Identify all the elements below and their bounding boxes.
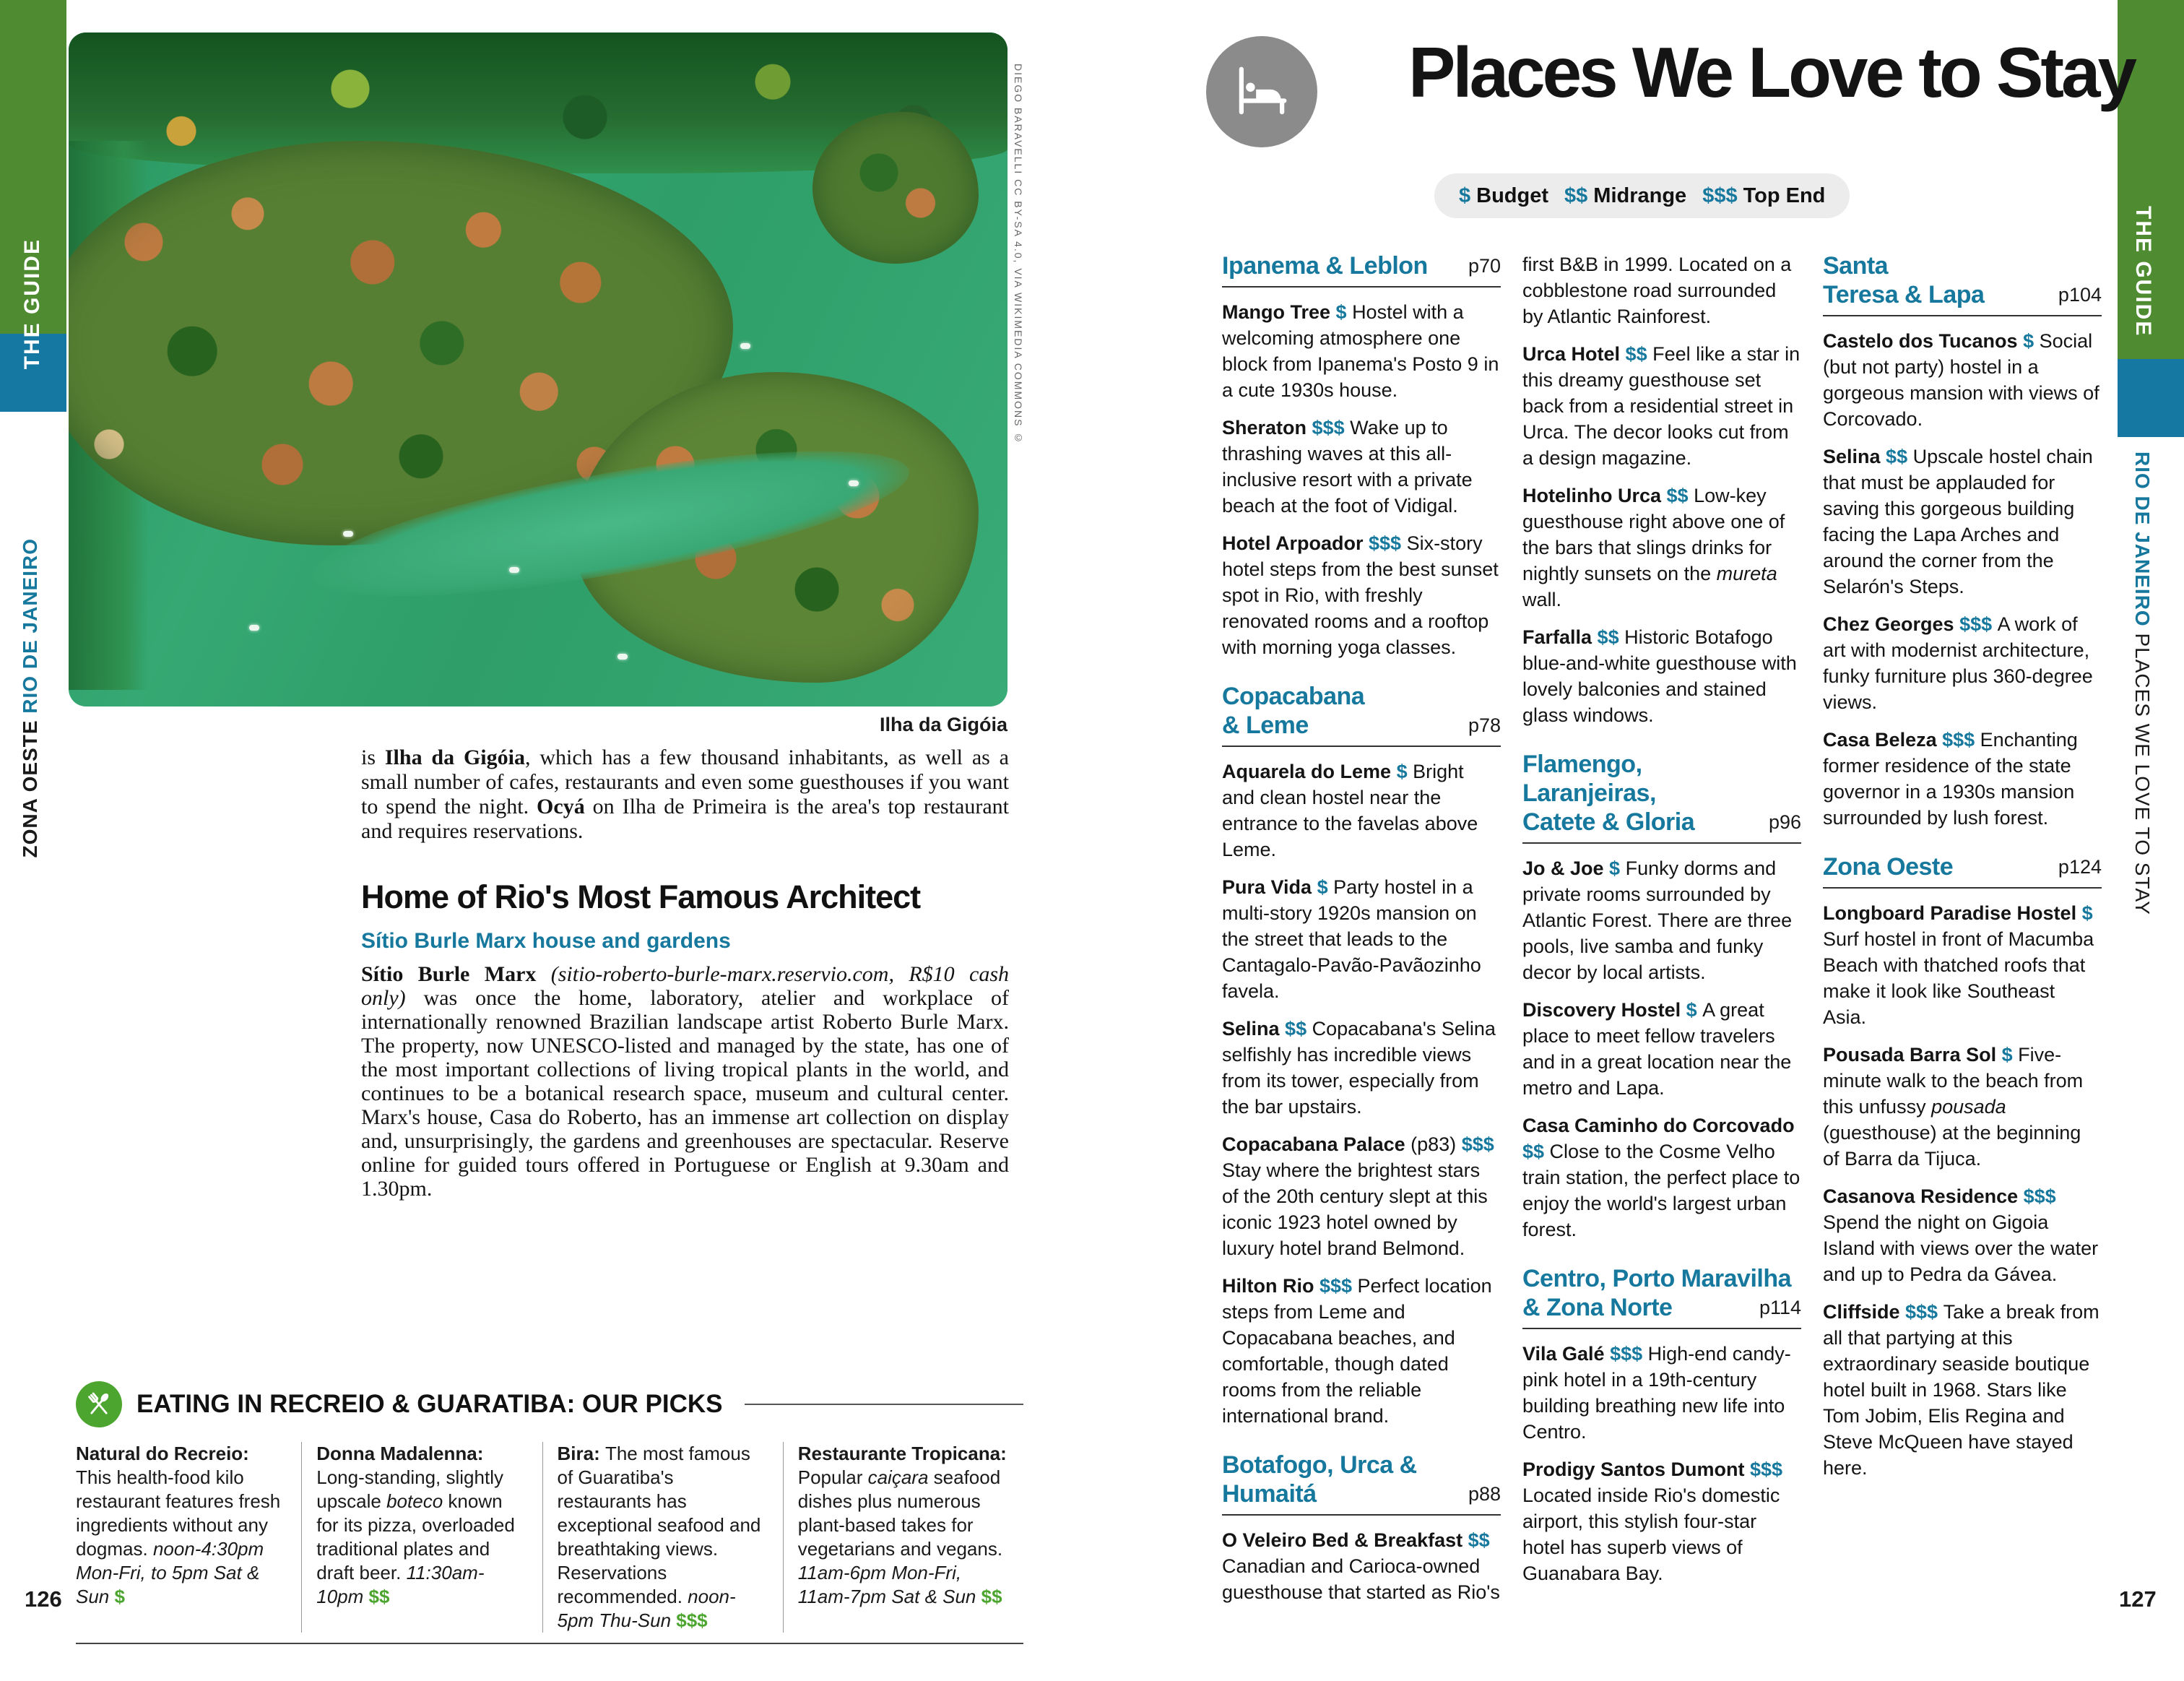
right-sidebar-guide-label: THE GUIDE [2131,206,2155,337]
text-run: mureta [1716,563,1777,584]
hotel-price: $$$ [2018,1185,2056,1207]
hotel-name: Casanova Residence [1823,1185,2019,1207]
section-subheading-sitio: Sítio Burle Marx house and gardens [361,929,731,953]
entry-continuation [1522,251,1801,329]
stay-column [1522,251,1801,1617]
eating-columns [76,1442,1023,1644]
hotel-name: Farfalla [1522,626,1592,648]
boat-dot [618,654,628,660]
price-symbol: $ [1459,183,1471,207]
hotel-name: Castelo dos Tucanos [1823,330,2018,352]
page-ref: p88 [1468,1483,1501,1505]
stay-entry [1823,727,2102,831]
stay-entry [1522,341,1801,471]
text-run: A work of art with modernist architecture, funky furniture plus 360-degree views. [1823,613,2093,713]
hotel-price: $$ [1279,1018,1312,1040]
section-heading-line: Flamengo, [1522,751,1642,778]
text-run: caiçara [867,1466,929,1488]
stay-entry [1823,900,2102,1030]
stay-entry [1522,1456,1801,1586]
hotel-name: Aquarela do Leme [1222,761,1392,782]
page-number-right: 127 [2119,1586,2157,1612]
text-run: Canadian and Carioca-owned guesthouse that started as Rio's [1222,1555,1500,1603]
stay-entry [1522,997,1801,1101]
eating-picks-title: EATING IN RECREIO & GUARATIBA: OUR PICKS [136,1390,723,1418]
neighborhood-section-heading [1522,750,1801,844]
hotel-name: Hotelinho Urca [1522,485,1662,506]
right-sidebar-teal-block [2118,359,2184,437]
hotel-price: $$$ [1744,1459,1783,1480]
eating-item-price: $ [109,1586,125,1607]
bed-icon [1206,36,1317,147]
price-label: Budget [1476,183,1549,207]
stay-entry [1222,299,1501,403]
eating-item [783,1442,1023,1633]
text-run: Surf hostel in front of Macumba Beach with thatched roofs that make it look like Southeast Asia. [1823,928,2094,1028]
stay-entry [1222,1131,1501,1261]
eating-item [301,1442,542,1633]
hotel-name: Cliffside [1823,1301,1900,1323]
text-run: Five-minute walk to the beach from this unfussy [1823,1044,2084,1118]
hotel-name: Selina [1823,446,1881,467]
text-run: Ilha da Gigóia [384,746,525,769]
stay-entry [1823,1299,2102,1481]
text-run: Bright and clean hostel near the entrance to the favelas above Leme. [1222,761,1478,860]
right-sidebar-section-label [2131,451,2154,915]
text-run: Close to the Cosme Velho train station, the perfect place to enjoy the world's largest urban forest. [1522,1141,1800,1240]
boat-dot [509,567,519,573]
eating-item [542,1442,783,1633]
text-run: was once the home, laboratory, atelier and workplace of internationally renowned Brazilian landscape artist Roberto Burle Marx. The property, now UNESCO-listed and managed by the state, has one of the most important collections of living tropical plants in the world, and continues to be a botanical research space, museum and cultural center. Marx's house, Casa do Roberto, has an immense art collection on display and, unsurprisingly, the gardens and greenhouses are spectacular. Reserve online for guided tours offered in Portuguese or English at 9.30am and 1.30pm. [361,986,1009,1201]
page-number-left: 126 [25,1586,62,1612]
section-places-we-love-to-stay: PLACES WE LOVE TO STAY [2131,633,2154,915]
hotel-price: $ [1603,857,1626,879]
region-rio-de-janeiro: RIO DE JANEIRO [19,538,41,714]
stay-entry [1522,1112,1801,1243]
hotel-name: Pousada Barra Sol [1823,1044,1997,1066]
stay-entry [1522,624,1801,728]
stay-entry [1222,415,1501,519]
text-run: on Ilha de Primeira is the area's top restaurant and requires reservations. [361,795,1009,843]
eating-item [76,1442,301,1633]
hotel-name: Prodigy Santos Dumont [1522,1459,1745,1480]
neighborhood-section-heading [1222,1451,1501,1516]
price-symbol: $$$ [1702,183,1738,207]
photo-caption: Ilha da Gigóia [879,714,1008,735]
text-run: The most famous of Guaratiba's restaurants has exceptional seafood and breathtaking views. Reservations recommended. [557,1443,761,1607]
boat-dot [740,343,750,349]
text-run: Popular [797,1466,868,1488]
text-run: is [361,746,385,769]
section-heading-line: Botafogo, Urca & [1222,1451,1417,1479]
hotel-price: $ [2076,902,2093,924]
stay-entry [1823,1183,2102,1287]
stay-entry [1823,444,2102,600]
text-run: Low-key guesthouse right above one of the bars that slings drinks for nightly sunsets on the [1522,485,1785,584]
neighborhood-section-heading [1823,852,2102,889]
text-run: pousada [1931,1096,2006,1118]
stay-columns [1222,251,2103,1617]
text-run: Copacabana's Selina selfishly has incredible views from its tower, especially from the bar upstairs. [1222,1018,1496,1118]
text-run: noon-4:30pm Mon-Fri, to 5pm Sat & Sun [76,1538,264,1607]
hotel-name: O Veleiro Bed & Breakfast [1222,1529,1463,1551]
eating-picks-box [76,1381,1023,1644]
text-run: boteco [386,1490,443,1512]
text-run: Sítio Burle Marx [361,962,537,986]
neighborhood-section-heading [1823,251,2102,316]
hotel-name: Copacabana Palace [1222,1133,1405,1155]
section-heading-line: Zona Oeste [1823,853,1954,881]
eating-item-price: $$ [363,1586,390,1607]
section-heading-line: Teresa & Lapa [1823,281,1985,308]
intro-paragraph [361,746,1009,844]
hotel-name: Hilton Rio [1222,1275,1314,1297]
text-run: Party hostel in a multi-story 1920s mansion on the street that leads to the Cantagalo-Pavão-Pavãozinho favela. [1222,876,1481,1002]
text-run: Feel like a star in this dreamy guesthouse set back from a residential street in Urca. The decor looks cut from a design magazine. [1522,343,1800,469]
hotel-price: $$$ [1604,1343,1648,1365]
photo-island-small [812,112,979,264]
hotel-name: Pura Vida [1222,876,1312,898]
text-run: (sitio-roberto-burle-marx.reservio.com, R$10 cash only) [361,962,1010,1010]
section-heading-line: Copacabana [1222,683,1365,710]
text-run: Funky dorms and private rooms surrounded by Atlantic Forest. There are three pools, live samba and funky decor by local artists. [1522,857,1793,983]
stay-entry [1823,328,2102,432]
aerial-photo-ilha-da-gigoia [69,33,1008,706]
section-heading-line: & Leme [1222,712,1309,739]
hotel-name: Longboard Paradise Hostel [1823,902,2077,924]
boat-dot [849,480,859,486]
text-run: Perfect location steps from Leme and Copacabana beaches, and comfortable, though dated rooms from the reliable international brand. [1222,1275,1492,1427]
neighborhood-section-heading [1522,1264,1801,1329]
stay-column [1823,251,2102,1617]
text-run: Hostel with a welcoming atmosphere one block from Ipanema's Posto 9 in a cute 1930s house. [1222,301,1499,401]
eating-item-price: $$$ [671,1609,708,1631]
body-paragraph-sitio [361,962,1009,1201]
eating-header-rule [745,1404,1024,1405]
section-heading-line: Santa [1823,252,1889,280]
text-run: 11am-6pm Mon-Fri, 11am-7pm Sat & Sun [797,1562,976,1607]
stay-entry [1522,483,1801,613]
section-heading-line: Laranjeiras, [1522,779,1656,807]
stay-entry [1222,759,1501,863]
hotel-price: $$ [1661,485,1694,506]
hotel-price: $ [1312,876,1334,898]
stay-entry [1522,1341,1801,1445]
hotel-name: Discovery Hostel [1522,999,1681,1021]
text-run: seafood dishes plus numerous plant-based takes for vegetarians and vegans. [797,1466,1003,1560]
price-legend-pill [1434,173,1850,218]
text-run: Enchanting former residence of the state governor in a 1930s mansion surrounded by lush forest. [1823,729,2078,829]
eating-picks-header [76,1381,1023,1427]
text-run: Located inside Rio's domestic airport, this stylish four-star hotel has superb views of Guanabara Bay. [1522,1485,1780,1584]
section-heading-line: Catete & Gloria [1522,808,1695,836]
text-run: Stay where the brightest stars of the 20th century slept at this iconic 1923 hotel owned by luxury hotel brand Belmond. [1222,1159,1488,1259]
hotel-price: $$$ [1363,532,1407,554]
hotel-name: Urca Hotel [1522,343,1621,365]
hotel-name: Mango Tree [1222,301,1331,323]
stay-entry [1222,1016,1501,1120]
stay-entry [1222,1527,1501,1605]
eating-item-name: Restaurante Tropicana: [797,1443,1007,1464]
text-run: Historic Botafogo blue-and-white guesthouse with lovely balconies and stained glass windows. [1522,626,1797,726]
hotel-name: Sheraton [1222,417,1307,438]
hotel-price: $ [2017,330,2040,352]
text-run: High-end candy-pink hotel in a 19th-century building breathing new life into Centro. [1522,1343,1791,1443]
hotel-price: $$ [1880,446,1913,467]
fork-spoon-icon [76,1381,122,1427]
text-run [536,962,550,986]
hotel-price: $ [1391,761,1413,782]
text-run: Take a break from all that partying at this extraordinary seaside boutique hotel built in 1968. Stars like Tom Jobim, Elis Regina and Steve McQueen have stayed here. [1823,1301,2100,1479]
stay-column [1222,251,1501,1617]
hotel-name: Jo & Joe [1522,857,1604,879]
text-run: known for its pizza, overloaded traditional plates and draft beer. [316,1490,515,1583]
hotel-price: $$ [1462,1529,1490,1551]
hotel-price: $$$ [1314,1275,1358,1297]
stay-page-title: Places We Love to Stay [1408,33,2134,112]
left-sidebar-region-label [19,538,42,857]
stay-entry [1522,855,1801,985]
photo-credit: DIEGO BARAVELLI CC BY-SA 4.0, VIA WIKIMEDIA COMMONS © [1013,64,1024,445]
text-run: (guesthouse) at the beginning of Barra da Tijuca. [1823,1122,2081,1170]
section-heading-line: Centro, Porto Maravilha [1522,1265,1792,1292]
hotel-price: $$ [1592,626,1625,648]
region-zona-oeste: ZONA OESTE [19,713,41,858]
price-label: Midrange [1593,183,1687,207]
hotel-price: $$$ [1456,1133,1494,1155]
page-ref: p104 [2058,284,2102,306]
hotel-price: $$$ [1954,613,1998,635]
text-run: Long-standing, slightly upscale [316,1466,503,1512]
text-run: 11:30am-10pm [316,1562,485,1607]
text-run: first B&B in 1999. Located on a cobblestone road surrounded by Atlantic Rainforest. [1522,254,1792,327]
price-label: Top End [1743,183,1826,207]
stay-entry [1222,530,1501,660]
text-run: wall. [1522,589,1562,610]
boat-dot [249,625,259,631]
text-run: Spend the night on Gigoia Island with views over the water and up to Pedra da Gávea. [1823,1211,2099,1285]
eating-item-name: Natural do Recreio: [76,1443,249,1464]
page-ref: p114 [1759,1297,1801,1318]
boat-dot [343,531,353,537]
eating-item-name: Donna Madalenna: [316,1443,484,1464]
hotel-name-suffix: (p83) [1405,1133,1457,1155]
region-rio-de-janeiro-right: RIO DE JANEIRO [2131,451,2154,634]
text-run: Social (but not party) hostel in a gorgeous mansion with views of Corcovado. [1823,330,2100,430]
section-heading-line: & Zona Norte [1522,1294,1673,1321]
text-run: Upscale hostel chain that must be applauded for saving this gorgeous building facing the Lapa Arches and around the corner from the Selarón's Steps. [1823,446,2093,597]
page-ref: p96 [1768,811,1801,833]
hotel-price: $ [1996,1044,2019,1066]
text-run: This health-food kilo restaurant features fresh ingredients without any dogmas. [76,1466,281,1560]
text-run: Wake up to thrashing waves at this all-inclusive resort with a private beach at the foot of Vidigal. [1222,417,1473,517]
hotel-name: Casa Beleza [1823,729,1937,751]
page-ref: p70 [1468,255,1501,277]
price-symbol: $$ [1564,183,1588,207]
hotel-price: $$ [1620,343,1653,365]
stay-entry [1823,1042,2102,1172]
text-run: , which has a few thousand inhabitants, as well as a small number of cafes, restaurants and even some guesthouses if you want to spend the night. [361,746,1009,818]
neighborhood-section-heading [1222,251,1501,288]
hotel-price: $$$ [1936,729,1980,751]
hotel-name: Selina [1222,1018,1280,1040]
section-heading-line: Ipanema & Leblon [1222,252,1428,280]
hotel-price: $$$ [1899,1301,1944,1323]
text-run: Six-story hotel steps from the best sunset spot in Rio, with freshly renovated rooms and a rooftop with morning yoga classes. [1222,532,1499,658]
eating-item-price: $$ [976,1586,1002,1607]
hotel-name: Casa Caminho do Corcovado [1522,1115,1795,1136]
left-sidebar-guide-label: THE GUIDE [20,238,44,370]
hotel-name: Chez Georges [1823,613,1954,635]
hotel-price: $$ [1522,1141,1550,1162]
text-run: A great place to meet fellow travelers and in a great location near the metro and Lapa. [1522,999,1792,1099]
hotel-name: Hotel Arpoador [1222,532,1364,554]
hotel-name: Vila Galé [1522,1343,1605,1365]
stay-entry [1222,874,1501,1004]
hotel-price: $$$ [1306,417,1351,438]
section-heading-line: Humaitá [1222,1480,1317,1508]
section-heading-architect: Home of Rio's Most Famous Architect [361,878,921,915]
stay-entry [1222,1273,1501,1429]
neighborhood-section-heading [1222,682,1501,747]
hotel-price: $ [1681,999,1703,1021]
stay-entry [1823,611,2102,715]
text-run: Ocyá [537,795,585,818]
page-ref: p124 [2058,856,2102,878]
page-ref: p78 [1468,714,1501,736]
hotel-price: $ [1330,301,1353,323]
eating-item-name: Bira: [557,1443,605,1464]
text-run: noon-5pm Thu-Sun [557,1586,736,1631]
